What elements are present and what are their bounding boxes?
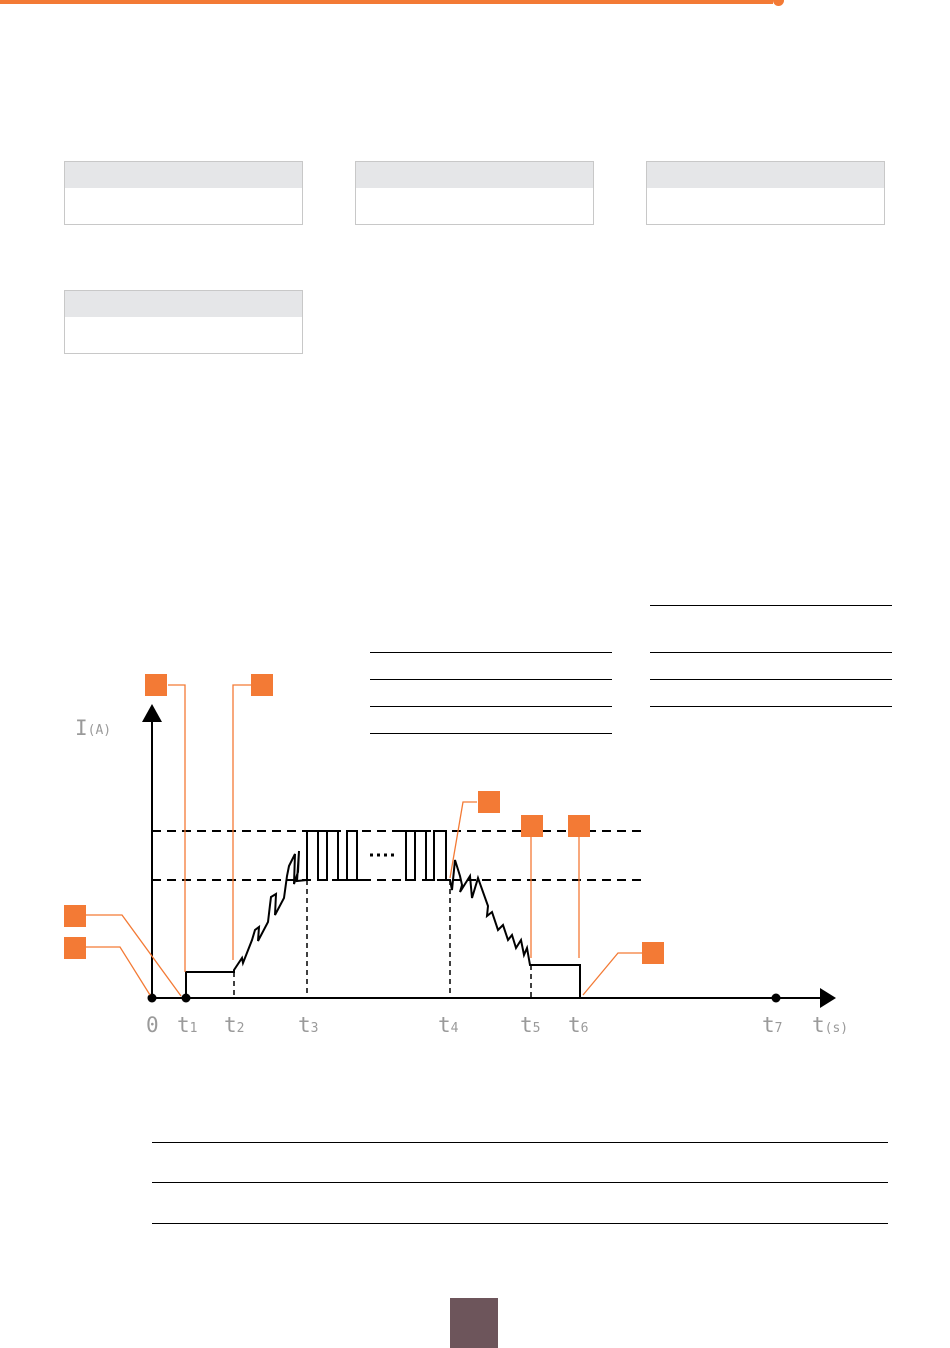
callout-marker — [145, 674, 167, 696]
callout-marker — [251, 674, 273, 696]
x-axis-label: t(s) — [812, 1013, 849, 1037]
callout-marker — [521, 815, 543, 837]
x-tick-label: t1 — [177, 1013, 198, 1037]
point-origin — [148, 994, 157, 1003]
callout-marker — [64, 937, 86, 959]
x-tick-label: 0 — [146, 1013, 159, 1037]
x-axis-arrow — [820, 988, 836, 1008]
y-axis-label: I(A) — [75, 716, 112, 740]
point-t7 — [772, 994, 781, 1003]
callout-leaders — [86, 685, 642, 996]
x-tick-label: t6 — [568, 1013, 589, 1037]
current-profile-curve-2 — [396, 831, 776, 998]
x-tick-label: t3 — [298, 1013, 319, 1037]
callout-marker — [642, 942, 664, 964]
callout-marker — [64, 905, 86, 927]
page-number-tab — [450, 1298, 498, 1348]
point-t1 — [182, 994, 191, 1003]
x-tick-label: t7 — [762, 1013, 783, 1037]
callout-marker — [478, 791, 500, 813]
x-tick-label: t4 — [438, 1013, 459, 1037]
x-tick-label: t2 — [224, 1013, 245, 1037]
y-axis-arrow — [142, 704, 162, 722]
x-tick-label: t5 — [520, 1013, 541, 1037]
callout-marker — [568, 815, 590, 837]
